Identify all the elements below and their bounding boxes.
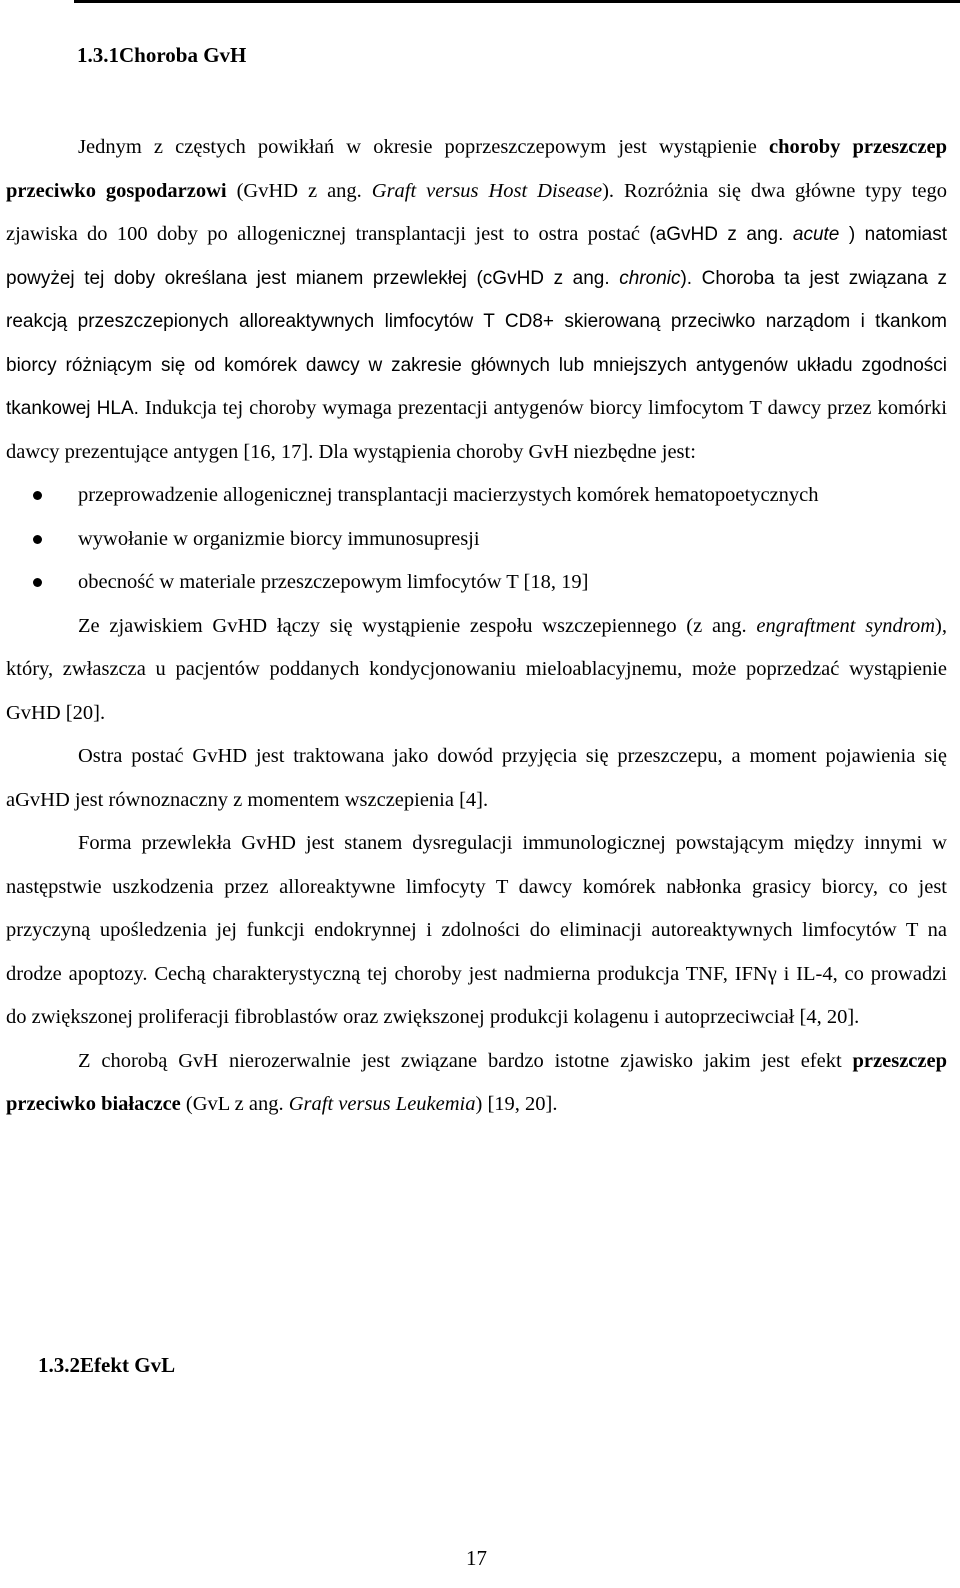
paragraph-engraftment (6, 605, 947, 736)
list-item: przeprowadzenie allogenicznej transplantacji macierzystych komórek hematopoetycznych (6, 474, 947, 518)
list-item: wywołanie w organizmie biorcy immunosupresji (6, 518, 947, 562)
italic-term: Graft versus Host Disease (371, 179, 603, 202)
text: ), który, zwłaszcza u pacjentów poddanych kondycjonowaniu mieloablacyjnemu, może poprzedzać wystąpienie GvHD [20]. (6, 614, 947, 724)
sans-text: ). Choroba ta jest związana z reakcją przeszczepionych alloreaktywnych limfocytów T CD8+ skierowaną przeciwko narządom i tkankom biorcy różniącym się od komórek dawcy w zakresie głównych lub mniejszych antygenów układu zgodności tkankowej HLA. (6, 267, 947, 419)
text: ). Rozróżnia się dwa główne typy tego zjawiska do 100 doby po allogenicznej transplantacji jest to ostra postać (6, 179, 947, 245)
paragraph-acute-gvhd: Ostra postać GvHD jest traktowana jako dowód przyjęcia się przeszczepu, a moment pojawienia się aGvHD jest równoznaczny z momentem wszczepienia [4]. (6, 745, 947, 811)
section-heading-choroba-gvh: 1.3.1Choroba GvH (77, 43, 247, 67)
text: Indukcja tej choroby wymaga prezentacji antygenów biorcy limfocytom T dawcy przez komórki dawcy prezentujące antygen [16, 17]. Dla wystąpienia choroby GvH niezbędne jest: (6, 397, 947, 463)
sans-text: (aGvHD z ang. (649, 224, 793, 245)
bold-term: przeszczep przeciwko białaczce (6, 1049, 947, 1115)
text: Ze zjawiskiem GvHD łączy się wystąpienie zespołu wszczepiennego (z ang. (78, 614, 757, 637)
italic-term: chronic (619, 267, 681, 289)
section-heading-efekt-gvl: 1.3.2Efekt GvL (38, 1353, 176, 1377)
top-rule (74, 0, 960, 3)
text: (GvHD z ang. (226, 179, 372, 202)
page-number: 17 (466, 1546, 487, 1570)
text: Jednym z częstych powikłań w okresie poprzeszczepowym jest wystąpienie (78, 136, 769, 158)
paragraph-chronic-gvhd: Forma przewlekła GvHD jest stanem dysregulacji immunologicznej powstającym między innymi w następstwie uszkodzenia przez alloreaktywne limfocyty T dawcy komórek nabłonka grasicy biorcy, co jest przyczyną upośledzenia jej funkcji endokrynnej i zdolności do eliminacji autoreaktywnych limfocytów T na drodze apoptozy. Cechą charakterystyczną tej choroby jest nadmierna produkcja TNF, IFNγ i IL-4, co prowadzi do zwiększonej proliferacji fibroblastów oraz zwiększonej produkcji kolagenu i autoprzeciwciał [4, 20]. (6, 832, 947, 1028)
paragraph-gvl (6, 1040, 947, 1127)
text: (GvL z ang. (180, 1093, 289, 1115)
italic-term: engraftment syndrom (756, 614, 936, 637)
bold-term: choroby przeszczep przeciwko gospodarzowi (6, 136, 947, 202)
text: Z chorobą GvH nierozerwalnie jest związane bardzo istotne zjawisko jakim jest efekt (78, 1049, 853, 1072)
italic-term: acute (792, 224, 840, 245)
requirements-list (6, 474, 947, 605)
sans-text: ) natomiast powyżej tej doby określana jest mianem przewlekłej (cGvHD z ang. (6, 224, 948, 289)
document-body (6, 126, 947, 1127)
text: ) [19, 20]. (475, 1093, 558, 1115)
italic-term: Graft versus Leukemia (288, 1093, 476, 1115)
list-item: obecność w materiale przeszczepowym limfocytów T [18, 19] (6, 561, 947, 605)
paragraph-gvhd-intro (6, 126, 947, 474)
